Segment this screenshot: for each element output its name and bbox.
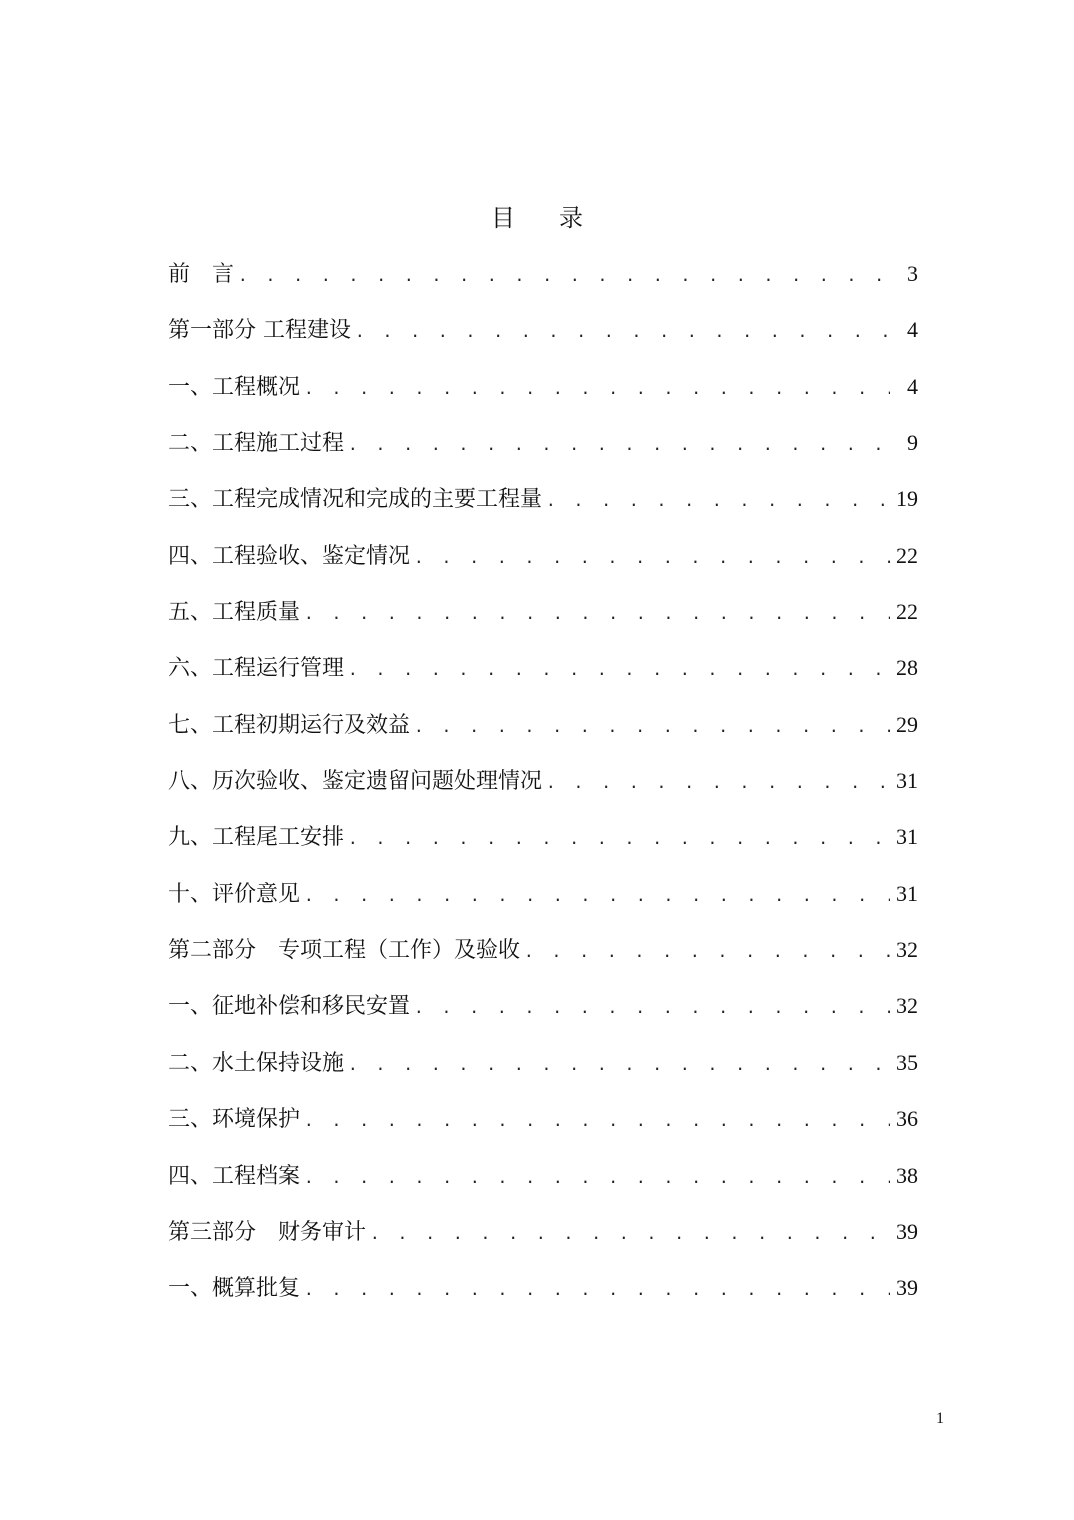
toc-entry-page: 29 <box>896 711 918 737</box>
toc-entry-label: 第一部分 工程建设 <box>168 318 351 344</box>
toc-entry-label: 八、历次验收、鉴定遗留问题处理情况 <box>168 769 543 795</box>
dot-leader <box>348 1043 890 1087</box>
dot-leader <box>370 1212 890 1256</box>
toc-entry-label: 四、工程档案 <box>168 1163 301 1189</box>
toc-entry-page: 4 <box>907 317 918 343</box>
toc-entry-page: 32 <box>896 937 918 963</box>
toc-entry-page: 36 <box>896 1106 918 1132</box>
toc-entry[interactable] <box>168 421 918 477</box>
toc-entry-label: 二、工程施工过程 <box>168 431 345 457</box>
toc-entry[interactable] <box>168 252 918 308</box>
toc-entry[interactable] <box>168 984 918 1040</box>
dot-leader <box>355 310 890 354</box>
toc-title <box>0 198 1074 238</box>
toc-entry-label: 三、环境保护 <box>168 1107 301 1133</box>
toc-entry[interactable] <box>168 365 918 421</box>
toc-entry-page: 3 <box>907 261 918 286</box>
toc-entry[interactable] <box>168 928 918 984</box>
toc-entry-page: 39 <box>896 1275 918 1301</box>
dot-leader <box>304 874 890 918</box>
toc-entry[interactable] <box>168 590 918 646</box>
dot-leader <box>304 592 890 636</box>
dot-leader <box>304 1099 890 1143</box>
toc-entry-label: 四、工程验收、鉴定情况 <box>168 543 411 569</box>
dot-leader <box>414 705 890 749</box>
toc-entry-page: 9 <box>907 430 918 456</box>
toc-entry-page: 19 <box>896 486 918 512</box>
toc-list <box>168 252 918 1323</box>
toc-entry[interactable] <box>168 477 918 533</box>
toc-entry[interactable] <box>168 1154 918 1210</box>
toc-entry-label: 第二部分 专项工程（工作）及验收 <box>168 938 521 964</box>
dot-leader <box>348 648 890 692</box>
toc-entry[interactable] <box>168 815 918 871</box>
toc-entry-page: 22 <box>896 599 918 625</box>
dot-leader <box>348 423 890 467</box>
toc-entry-label: 一、征地补偿和移民安置 <box>168 994 411 1020</box>
toc-entry-page: 31 <box>896 768 918 794</box>
toc-entry[interactable] <box>168 703 918 759</box>
dot-leader <box>414 986 890 1030</box>
toc-entry[interactable] <box>168 1210 918 1266</box>
toc-entry[interactable] <box>168 1041 918 1097</box>
toc-entry-label: 十、评价意见 <box>168 881 301 907</box>
toc-entry-label: 第三部分 财务审计 <box>168 1219 367 1245</box>
toc-entry-label: 五、工程质量 <box>168 600 301 626</box>
toc-entry-label: 一、概算批复 <box>168 1276 301 1302</box>
toc-entry-page: 4 <box>907 373 918 399</box>
toc-entry-page: 38 <box>896 1162 918 1188</box>
dot-leader <box>524 930 890 974</box>
toc-entry-page: 22 <box>896 542 918 568</box>
toc-entry[interactable] <box>168 534 918 590</box>
toc-entry-label: 前 言 <box>168 262 235 287</box>
dot-leader <box>304 367 890 411</box>
toc-title-left: 目 <box>491 204 515 232</box>
toc-entry-page: 32 <box>896 993 918 1019</box>
toc-entry[interactable] <box>168 1266 918 1322</box>
toc-entry[interactable] <box>168 759 918 815</box>
toc-title-right: 录 <box>559 204 583 232</box>
toc-entry[interactable] <box>168 872 918 928</box>
toc-entry-page: 39 <box>896 1218 918 1244</box>
toc-entry-label: 六、工程运行管理 <box>168 656 345 682</box>
toc-entry-page: 31 <box>896 880 918 906</box>
toc-entry-label: 一、工程概况 <box>168 374 301 400</box>
toc-entry-page: 28 <box>896 655 918 681</box>
toc-entry[interactable] <box>168 1097 918 1153</box>
dot-leader <box>414 536 890 580</box>
toc-entry-label: 九、工程尾工安排 <box>168 825 345 851</box>
dot-leader <box>238 254 890 298</box>
toc-entry[interactable] <box>168 646 918 702</box>
dot-leader <box>304 1156 890 1200</box>
dot-leader <box>348 817 890 861</box>
toc-entry-label: 二、水土保持设施 <box>168 1050 345 1076</box>
toc-entry-label: 七、工程初期运行及效益 <box>168 712 411 738</box>
toc-entry-page: 35 <box>896 1049 918 1075</box>
page-number: 1 <box>936 1410 944 1427</box>
dot-leader <box>546 761 890 805</box>
toc-entry-page: 31 <box>896 824 918 850</box>
toc-entry[interactable] <box>168 308 918 364</box>
dot-leader <box>304 1268 890 1312</box>
dot-leader <box>546 479 890 523</box>
toc-entry-label: 三、工程完成情况和完成的主要工程量 <box>168 487 543 513</box>
